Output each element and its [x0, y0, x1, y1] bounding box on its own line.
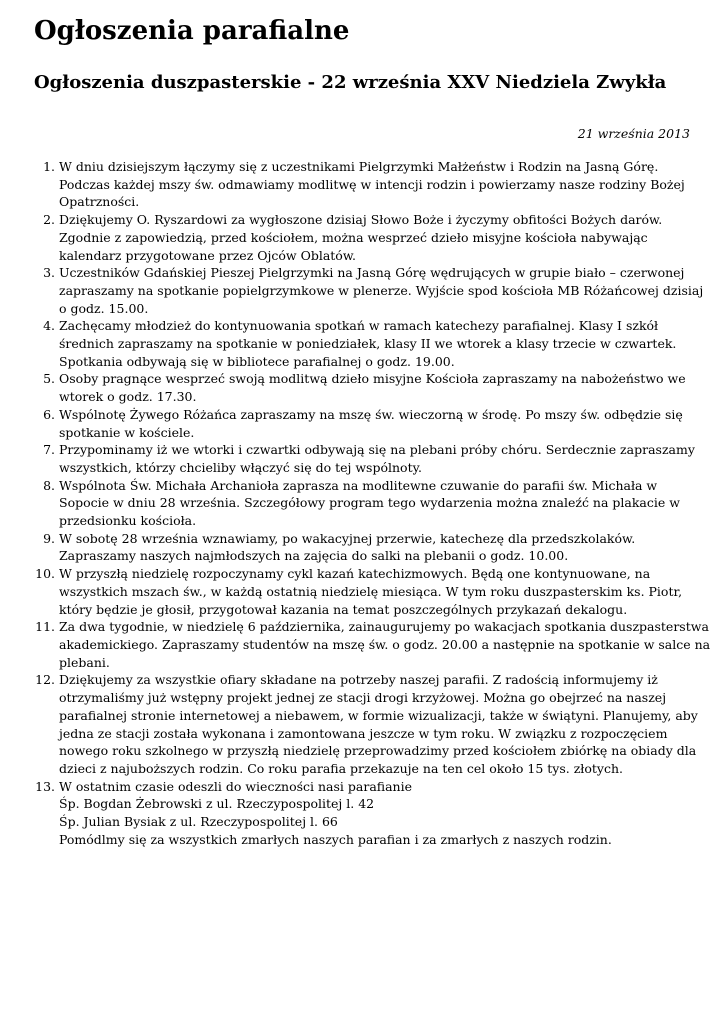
announcement-line: 10. W przyszłą niedzielę rozpoczynamy cykl kazań katechizmowych. Będą one kontynuowane, na: [59, 566, 651, 582]
announcement-line: 6. Wspólnotę Żywego Różańca zapraszamy na mszę św. wieczorną w środę. Po mszy św. odbędzie się: [59, 406, 683, 422]
announcement-item: [59, 264, 714, 317]
announcement-item: [59, 406, 714, 441]
announcement-date: 21 września 2013: [577, 126, 690, 141]
announcement-item: [59, 671, 714, 777]
announcement-line: Sopocie w dniu 28 września. Szczegółowy program tego wydarzenia można znaleźć na plakacie w: [59, 495, 680, 511]
announcement-line: nowego roku szkolnego w przyszłą niedzielę przeprowadzimy przed kościołem zbiórkę na obiady dla: [59, 743, 697, 759]
announcement-line: 4. Zachęcamy młodzież do kontynuowania spotkań w ramach katechezy parafialnej. Klasy I szkół: [59, 318, 659, 334]
announcement-line: przedsionku kościoła.: [59, 513, 197, 529]
announcement-line: jedna ze stacji została wykonana i zamontowana jeszcze w tym roku. W związku z rozpoczęciem: [59, 725, 668, 741]
announcements-subtitle: Ogłoszenia duszpasterskie - 22 września XXV Niedziela Zwykła: [34, 72, 667, 93]
announcement-line: 9. W sobotę 28 września wznawiamy, po wakacyjnej przerwie, katechezę dla przedszkolaków.: [59, 530, 636, 546]
announcement-line: Śp. Bogdan Żebrowski z ul. Rzeczypospolitej l. 42: [59, 796, 375, 812]
announcement-item: [59, 441, 714, 476]
announcement-line: 3. Uczestników Gdańskiej Pieszej Pielgrzymki na Jasną Górę wędrujących w grupie biało – czerwonej: [59, 265, 685, 281]
announcement-item: [59, 778, 714, 849]
announcement-line: średnich zapraszamy na spotkanie w poniedziałek, klasy II we wtorek a klasy trzecie w czwartek.: [59, 336, 677, 352]
announcement-line: 11. Za dwa tygodnie, w niedzielę 6 października, zainaugurujemy po wakacjach spotkania duszpasterstwa: [59, 619, 709, 635]
announcement-item: [59, 477, 714, 530]
announcement-item: [59, 530, 714, 565]
announcement-line: Opatrzności.: [59, 194, 140, 210]
announcement-item: [59, 370, 714, 405]
announcement-line: Zapraszamy naszych najmłodszych na zajęcia do salki na plebanii o godz. 10.00.: [59, 548, 569, 564]
announcement-line: 2. Dziękujemy O. Ryszardowi za wygłoszone dzisiaj Słowo Boże i życzymy obfitości Bożych darów.: [59, 212, 663, 228]
announcement-line: Śp. Julian Bysiak z ul. Rzeczypospolitej l. 66: [59, 814, 338, 830]
announcement-line: o godz. 15.00.: [59, 300, 149, 316]
announcement-item: [59, 211, 714, 264]
announcement-line: otrzymaliśmy już wstępny projekt jednej ze stacji drogi krzyżowej. Można go obejrzeć na naszej: [59, 690, 667, 706]
announcement-item: [59, 158, 714, 211]
announcement-list: [34, 158, 714, 848]
announcement-line: 5. Osoby pragnące wesprzeć swoją modlitwą dzieło misyjne Kościoła zapraszamy na nabożeństwo we: [59, 371, 686, 387]
announcement-line: dzieci z najuboższych rodzin. Co roku parafia przekazuje na ten cel około 15 tys. złotych.: [59, 760, 623, 776]
announcement-line: Spotkania odbywają się w bibliotece parafialnej o godz. 19.00.: [59, 353, 455, 369]
announcement-line: wszystkich mszach św., w każdą ostatnią niedzielę miesiąca. W tym roku duszpasterskim ks. Piotr,: [59, 583, 683, 599]
announcement-item: [59, 565, 714, 618]
announcement-line: który będzie je głosił, przygotował kazania na temat poszczególnych przykazań dekalogu.: [59, 601, 628, 617]
announcement-line: 8. Wspólnota Św. Michała Archanioła zaprasza na modlitewne czuwanie do parafii św. Michała w: [59, 477, 658, 493]
announcement-line: zapraszamy na spotkanie popielgrzymkowe w plenerze. Wyjście spod kościoła MB Różańcowej dzisiaj: [59, 282, 704, 298]
announcement-line: 1. W dniu dzisiejszym łączymy się z uczestnikami Pielgrzymki Małżeństw i Rodzin na Jasną Górę.: [59, 159, 659, 174]
announcement-line: Pomódlmy się za wszystkich zmarłych naszych parafian i za zmarłych z naszych rodzin.: [59, 831, 612, 847]
announcement-item: [59, 618, 714, 671]
page-title: Ogłoszenia parafialne: [34, 16, 350, 46]
announcement-line: 12. Dziękujemy za wszystkie ofiary składane na potrzeby naszej parafii. Z radością informujemy iż: [59, 672, 658, 688]
announcement-line: wtorek o godz. 17.30.: [59, 389, 197, 405]
announcement-line: wszystkich, którzy chcieliby włączyć się do tej wspólnoty.: [59, 459, 422, 475]
announcement-line: 7. Przypominamy iż we wtorki i czwartki odbywają się na plebani próby chóru. Serdecznie zapraszamy: [59, 442, 695, 458]
announcement-line: plebani.: [59, 654, 110, 670]
announcement-line: 13. W ostatnim czasie odeszli do wieczności nasi parafianie: [59, 778, 413, 794]
announcement-line: akademickiego. Zapraszamy studentów na mszę św. o godz. 20.00 a następnie na spotkanie w salce na: [59, 636, 711, 652]
announcement-line: Zgodnie z zapowiedzią, przed kościołem, można wesprzeć dzieło misyjne kościoła nabywając: [59, 229, 648, 245]
announcement-line: spotkanie w kościele.: [59, 424, 195, 440]
announcement-line: Podczas każdej mszy św. odmawiamy modlitwę w intencji rodzin i powierzamy nasze rodziny Bożej: [59, 176, 685, 192]
announcement-item: [59, 317, 714, 370]
announcement-line: kalendarz przygotowane przez Ojców Oblatów.: [59, 247, 357, 263]
announcement-line: parafialnej stronie internetowej a niebawem, w formie wizualizacji, także w świątyni. Planujemy, aby: [59, 707, 698, 723]
